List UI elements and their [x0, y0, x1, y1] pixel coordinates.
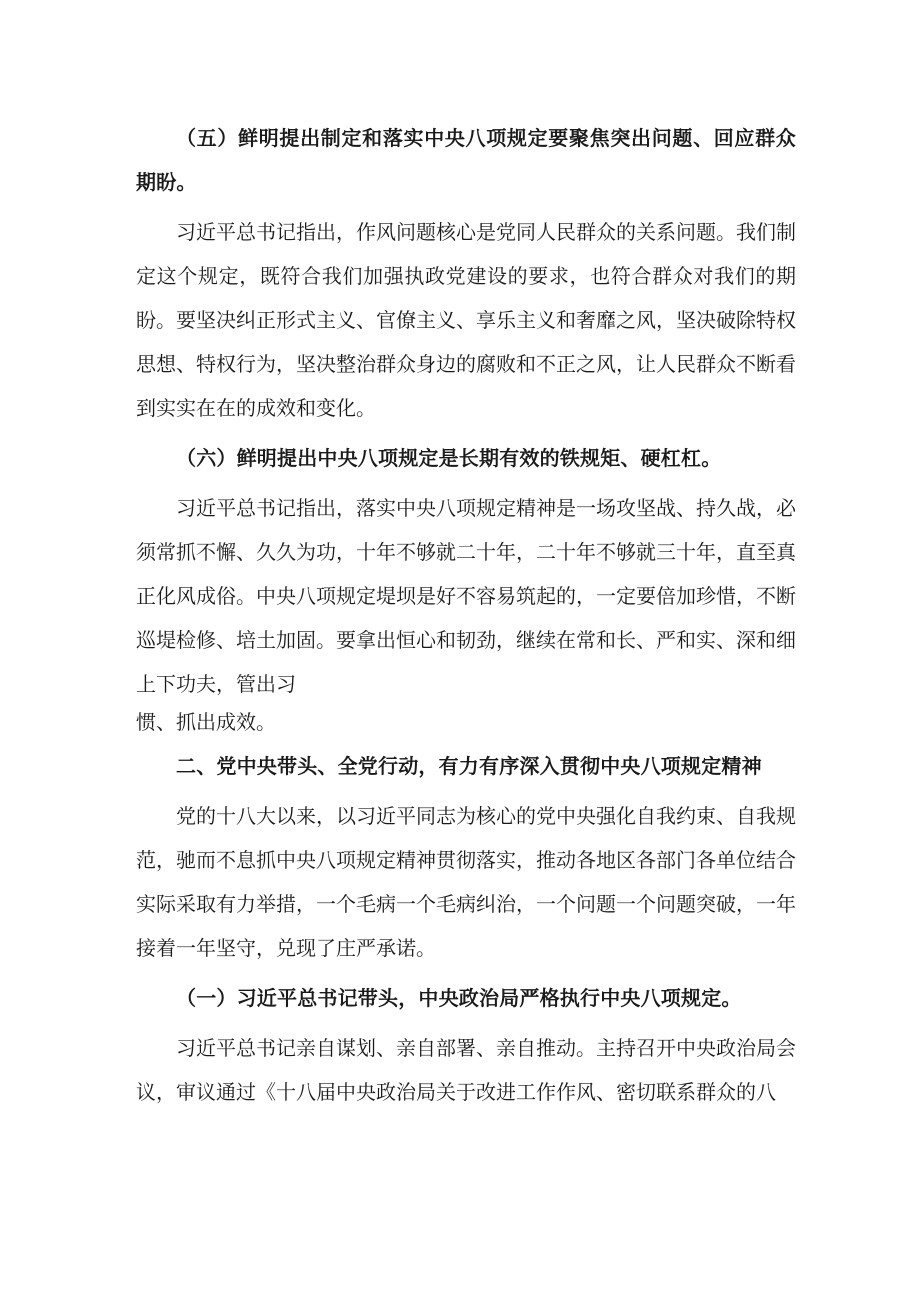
paragraph-2-tail: 惯、抓出成效。 — [136, 710, 276, 734]
paragraph-2 — [136, 486, 796, 738]
paragraph-3: 党的十八大以来，以习近平同志为核心的党中央强化自我约束、自我规范，驰而不息抓中央八项规定精神贯彻落实，推动各地区各部门各单位结合实际采取有力举措，一个毛病一个毛病纠治，一个问题一个问题突破，一年接着一年坚守，兑现了庄严承诺。 — [136, 804, 796, 960]
section-heading-1: （一）习近平总书记带头，中央政治局严格执行中央八项规定。 — [176, 986, 742, 1010]
paragraph-4: 习近平总书记亲自谋划、亲自部署、亲自推动。主持召开中央政治局会议，审议通过《十八届中央政治局关于改进工作作风、密切联系群众的八 — [136, 1036, 796, 1104]
paragraph-2-main: 习近平总书记指出，落实中央八项规定精神是一场攻坚战、持久战，必须常抓不懈、久久为功，十年不够就二十年，二十年不够就三十年，直至真正化风成俗。中央八项规定堤坝是好不容易筑起的，一定要倍加珍惜，不断巡堤检修、培土加固。要拿出恒心和韧劲，继续在常和长、严和实、深和细上下功夫，管出习 — [136, 496, 796, 696]
paragraph-1: 习近平总书记指出，作风问题核心是党同人民群众的关系问题。我们制定这个规定，既符合我们加强执政党建设的要求，也符合群众对我们的期盼。要坚决纠正形式主义、官僚主义、享乐主义和奢靡之风，坚决破除特权思想、特权行为，坚决整治群众身边的腐败和不正之风，让人民群众不断看到实实在在的成效和变化。 — [136, 220, 796, 420]
chapter-heading-2: 二、党中央带头、全党行动，有力有序深入贯彻中央八项规定精神 — [176, 754, 762, 778]
document-body — [136, 116, 796, 1114]
section-heading-5: （五）鲜明提出制定和落实中央八项规定要聚焦突出问题、回应群众期盼。 — [136, 126, 796, 194]
section-heading-6: （六）鲜明提出中央八项规定是长期有效的铁规矩、硬杠杠。 — [176, 446, 722, 470]
